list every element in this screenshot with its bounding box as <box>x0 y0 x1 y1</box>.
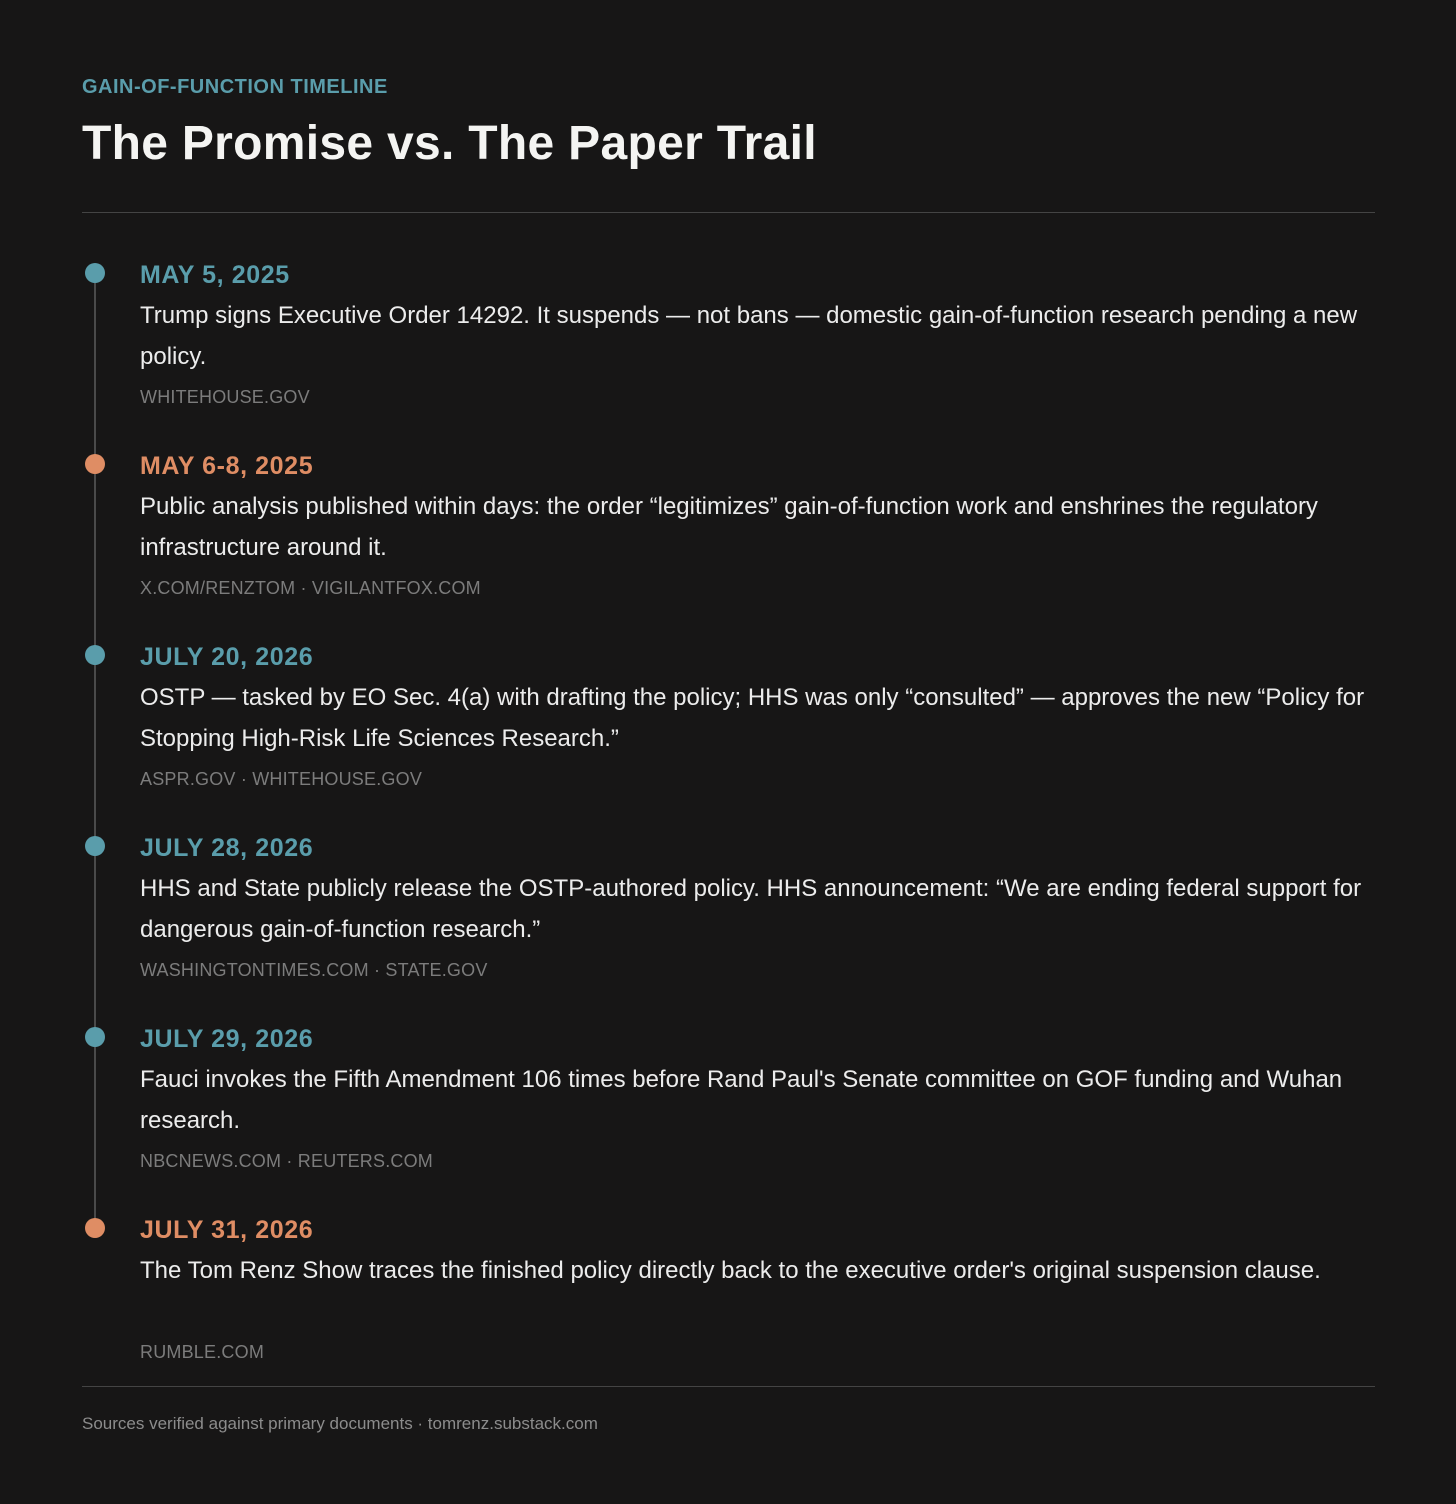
event-sources: NBCNEWS.COM · REUTERS.COM <box>140 1151 433 1171</box>
timeline-dot-icon <box>85 263 105 283</box>
event-description: The Tom Renz Show traces the finished policy directly back to the executive order's original suspension clause. <box>140 1257 1321 1284</box>
timeline-page <box>82 0 1375 1504</box>
event-date: MAY 6-8, 2025 <box>140 452 314 480</box>
timeline-dot-icon <box>85 1218 105 1238</box>
timeline-dot-icon <box>85 1027 105 1047</box>
event-sources: ASPR.GOV · WHITEHOUSE.GOV <box>140 769 423 789</box>
event-date: MAY 5, 2025 <box>140 261 290 289</box>
event-description: OSTP — tasked by EO Sec. 4(a) with drafting the policy; HHS was only “consulted” — approves the new “Policy for Stopping High-Risk Life Sciences Research.” <box>140 684 1365 752</box>
timeline-line <box>94 272 96 1228</box>
event-sources: RUMBLE.COM <box>140 1342 265 1362</box>
event-description: Fauci invokes the Fifth Amendment 106 times before Rand Paul's Senate committee on GOF funding and Wuhan research. <box>140 1066 1343 1134</box>
event-sources: WHITEHOUSE.GOV <box>140 387 310 407</box>
event-date: JULY 28, 2026 <box>140 834 314 862</box>
event-date: JULY 29, 2026 <box>140 1025 314 1053</box>
timeline-dot-icon <box>85 645 105 665</box>
header-divider <box>82 212 1375 213</box>
event-date: JULY 31, 2026 <box>140 1216 314 1244</box>
event-description: HHS and State publicly release the OSTP-authored policy. HHS announcement: “We are ending federal support for dangerous gain-of-function research.” <box>140 875 1362 943</box>
footer-divider <box>82 1386 1375 1387</box>
timeline-dot-icon <box>85 454 105 474</box>
footer-note: Sources verified against primary documents · tomrenz.substack.com <box>82 1414 598 1433</box>
event-description: Public analysis published within days: the order “legitimizes” gain-of-function work and enshrines the regulatory infrastructure around it. <box>140 493 1318 561</box>
event-sources: WASHINGTONTIMES.COM · STATE.GOV <box>140 960 488 980</box>
eyebrow-label: GAIN-OF-FUNCTION TIMELINE <box>82 76 388 98</box>
timeline-dot-icon <box>85 836 105 856</box>
event-sources: X.COM/RENZTOM · VIGILANTFOX.COM <box>140 578 481 598</box>
page-title: The Promise vs. The Paper Trail <box>82 117 817 170</box>
event-description: Trump signs Executive Order 14292. It suspends — not bans — domestic gain-of-function research pending a new policy. <box>140 302 1358 370</box>
event-date: JULY 20, 2026 <box>140 643 314 671</box>
